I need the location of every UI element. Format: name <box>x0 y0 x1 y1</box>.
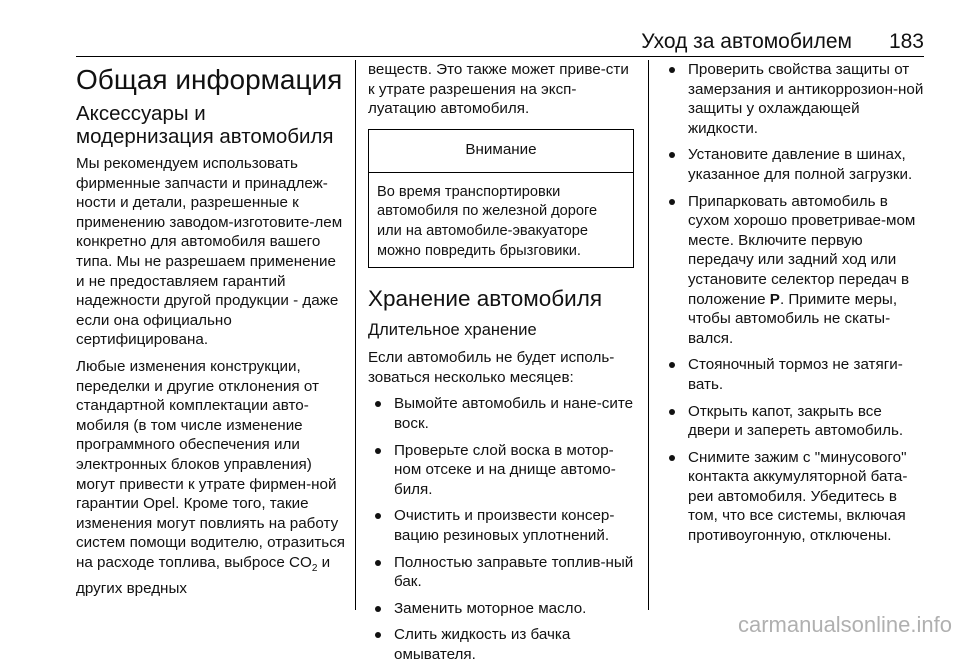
warning-title: Внимание <box>369 130 633 173</box>
bullet-icon <box>375 401 381 407</box>
bullet-icon <box>375 632 381 638</box>
paragraph: Если автомобиль не будет исполь-зоваться несколько месяцев: <box>368 349 615 386</box>
list-item: Припарковать автомобиль в сухом хорошо проветривае-мом месте. Включите первую передачу или задний ход или установите селектор передач в положение P. Примите меры, чтобы автомобиль не скаты-вался. <box>662 192 926 349</box>
subsection-title: Длительное хранение <box>368 321 537 340</box>
column-left <box>76 60 348 605</box>
paragraph: Мы рекомендуем использовать фирменные запчасти и принадлеж-ности и детали, разрешенные к применению заводом-изготовите-лем конкретно для автомобиля вашего типа. Мы не разрешаем применение и не предоставляем гарантий надежности другой продукции - даже если она официально сертифицирована. <box>76 155 343 349</box>
warning-text: Во время транспортировки автомобиля по железной дороге или на автомобиле-эвакуаторе можно повредить брызговики. <box>377 183 598 259</box>
section-title: Общая информация <box>76 64 343 95</box>
bullet-icon <box>375 513 381 519</box>
list-item: Стояночный тормоз не затяги-вать. <box>662 355 926 394</box>
storage-list-cont <box>662 60 926 546</box>
list-item: Слить жидкость из бачка омывателя. <box>368 625 634 664</box>
storage-list <box>368 394 634 664</box>
list-item: Полностью заправьте топлив-ный бак. <box>368 553 634 592</box>
subsection-title: Аксессуары и модернизация автомобиля <box>76 102 334 148</box>
list-item: Проверить свойства защиты от замерзания и антикоррозион-ной защиты у охлаждающей жидкости. <box>662 60 926 138</box>
paragraph: Любые изменения конструкции, переделки и другие отклонения от стандартной комплектации авто-мобиля (в том числе изменение программного обеспечения или электронных блоков управления) могут привести к утрате фирмен-ной гарантии Opel. Кроме того, такие изменения могут повлиять на работу систем помощи водителю, отразиться на расходе топлива, выбросе $CO_2$ и других вредных <box>76 357 346 597</box>
column-right <box>662 60 926 553</box>
list-item: Вымойте автомобиль и нане-сите воск. <box>368 394 634 433</box>
bullet-icon <box>375 560 381 566</box>
header-title: Уход за автомобилем <box>641 30 852 53</box>
bullet-icon <box>669 455 675 461</box>
list-item: Заменить моторное масло. <box>368 599 634 619</box>
bullet-icon <box>375 448 381 454</box>
section-title: Хранение автомобиля <box>368 286 603 312</box>
column-divider <box>648 60 649 610</box>
list-item: Очистить и произвести консер-вацию резиновых уплотнений. <box>368 506 634 545</box>
column-middle <box>368 60 634 671</box>
bullet-icon <box>669 199 675 205</box>
bullet-icon <box>669 409 675 415</box>
bullet-icon <box>375 606 381 612</box>
warning-box <box>368 129 634 268</box>
paragraph: веществ. Это также может приве-сти к утрате разрешения на эксп-луатацию автомобиля. <box>368 61 629 118</box>
list-item: Снимите зажим с "минусового" контакта аккумуляторной бата-реи автомобиля. Убедитесь в том, что все системы, включая противоугонную, отключены. <box>662 448 926 546</box>
page-header <box>76 30 924 57</box>
bullet-icon <box>669 67 675 73</box>
list-item: Проверьте слой воска в мотор-ном отсеке и на днище автомо-биля. <box>368 441 634 500</box>
column-divider <box>355 60 356 610</box>
page-number: 183 <box>888 30 924 53</box>
bullet-icon <box>669 152 675 158</box>
list-item: Открыть капот, закрыть все двери и запереть автомобиль. <box>662 402 926 441</box>
list-item: Установите давление в шинах, указанное для полной загрузки. <box>662 145 926 184</box>
bullet-icon <box>669 362 675 368</box>
watermark: carmanualsonline.info <box>737 612 952 637</box>
